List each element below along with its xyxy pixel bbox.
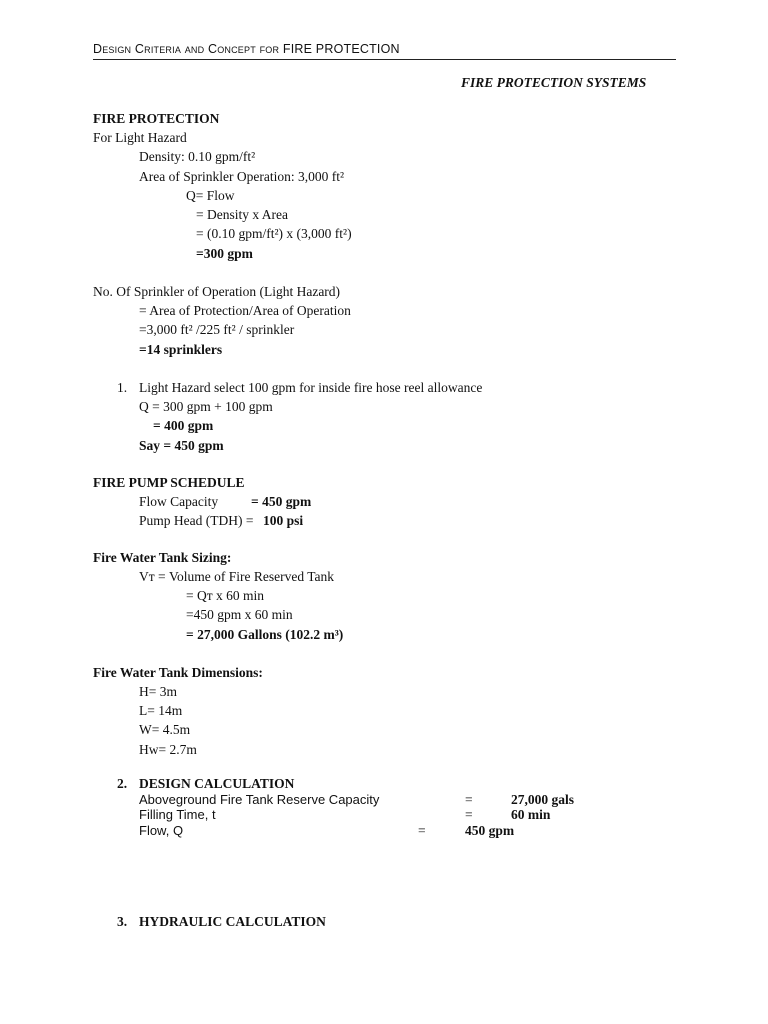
tank-height: H= 3m bbox=[139, 684, 177, 699]
sprinklers-line-2: =3,000 ft² /225 ft² / sprinkler bbox=[139, 322, 295, 337]
area-line: Area of Sprinkler Operation: 3,000 ft² bbox=[139, 169, 344, 184]
allowance-equals: = 400 gpm bbox=[153, 418, 214, 433]
pump-head-label: Pump Head (TDH) = bbox=[139, 513, 254, 528]
pump-head-value: 100 psi bbox=[263, 513, 304, 528]
substitution-line: = (0.10 gpm/ft²) x (3,000 ft²) bbox=[196, 226, 352, 241]
flow-capacity-value: = 450 gpm bbox=[251, 494, 312, 509]
allowance-text: Light Hazard select 100 gpm for inside fire hose reel allowance bbox=[139, 380, 483, 395]
tank-qt-line: = Qт x 60 min bbox=[186, 588, 265, 603]
tank-width: W= 4.5m bbox=[139, 722, 191, 737]
header-rule bbox=[93, 59, 676, 60]
sprinklers-heading: No. Of Sprinkler of Operation (Light Hazard) bbox=[93, 284, 341, 299]
calc-row-label: Flow, Q bbox=[139, 823, 184, 838]
sprinklers-line-1: = Area of Protection/Area of Operation bbox=[139, 303, 351, 318]
calc-row-label: Filling Time, t bbox=[139, 807, 216, 822]
calc-row-value: 450 gpm bbox=[465, 823, 515, 838]
calc-row-equals: = bbox=[465, 807, 473, 822]
calc-row-label: Aboveground Fire Tank Reserve Capacity bbox=[139, 792, 380, 807]
tank-calc-line: =450 gpm x 60 min bbox=[186, 607, 293, 622]
tank-volume-definition: Vт = Volume of Fire Reserved Tank bbox=[139, 569, 335, 584]
calc-row-value: 60 min bbox=[511, 807, 551, 822]
q-flow-line: Q= Flow bbox=[186, 188, 235, 203]
density-x-area-line: = Density x Area bbox=[196, 207, 288, 222]
section-heading-design-calculation: DESIGN CALCULATION bbox=[139, 776, 295, 791]
tank-length: L= 14m bbox=[139, 703, 183, 718]
section-heading-fire-protection: FIRE PROTECTION bbox=[93, 111, 220, 126]
running-header: Design Criteria and Concept for FIRE PROTECTION bbox=[93, 42, 400, 56]
section-heading-pump-schedule: FIRE PUMP SCHEDULE bbox=[93, 475, 245, 490]
calc-row-value: 27,000 gals bbox=[511, 792, 575, 807]
sprinklers-result: =14 sprinklers bbox=[139, 342, 223, 357]
light-hazard-subheading: For Light Hazard bbox=[93, 130, 187, 145]
document-title: FIRE PROTECTION SYSTEMS bbox=[461, 75, 647, 90]
list-number-1: 1. bbox=[117, 380, 128, 395]
tank-water-height: Hw= 2.7m bbox=[139, 742, 197, 757]
allowance-q-line: Q = 300 gpm + 100 gpm bbox=[139, 399, 273, 414]
section-heading-tank-dimensions: Fire Water Tank Dimensions: bbox=[93, 665, 263, 680]
tank-volume-result: = 27,000 Gallons (102.2 m³) bbox=[186, 627, 344, 642]
list-number-2: 2. bbox=[117, 776, 128, 791]
section-heading-hydraulic-calculation: HYDRAULIC CALCULATION bbox=[139, 914, 326, 929]
list-number-3: 3. bbox=[117, 914, 128, 929]
calc-row-equals: = bbox=[418, 823, 426, 838]
flow-result: =300 gpm bbox=[196, 246, 253, 261]
section-heading-tank-sizing: Fire Water Tank Sizing: bbox=[93, 550, 232, 565]
density-line: Density: 0.10 gpm/ft² bbox=[139, 149, 256, 164]
calc-row-equals: = bbox=[465, 792, 473, 807]
flow-capacity-label: Flow Capacity bbox=[139, 494, 219, 509]
allowance-say: Say = 450 gpm bbox=[139, 438, 224, 453]
